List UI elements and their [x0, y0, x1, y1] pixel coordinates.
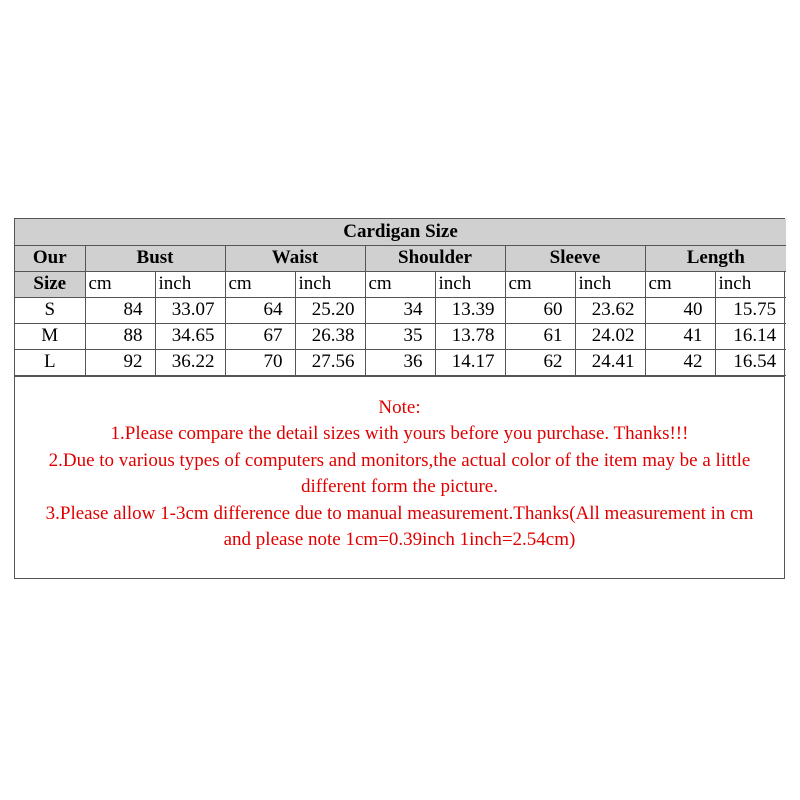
- unit-inch: inch: [155, 271, 225, 297]
- unit-inch: inch: [295, 271, 365, 297]
- size-chart: [14, 218, 785, 579]
- length-cm: 42: [645, 349, 715, 375]
- unit-cm: cm: [505, 271, 575, 297]
- our-size-header-bottom: Size: [15, 271, 85, 297]
- bust-inch: 36.22: [155, 349, 225, 375]
- waist-cm: 64: [225, 297, 295, 323]
- length-cm: 41: [645, 323, 715, 349]
- unit-inch: inch: [575, 271, 645, 297]
- shoulder-inch: 14.17: [435, 349, 505, 375]
- unit-cm: cm: [645, 271, 715, 297]
- sleeve-cm: 62: [505, 349, 575, 375]
- size-label: M: [15, 323, 85, 349]
- notes-heading: Note:: [378, 396, 421, 418]
- our-size-header-top: Our: [15, 245, 85, 271]
- sleeve-cm: 60: [505, 297, 575, 323]
- sleeve-cm: 61: [505, 323, 575, 349]
- length-inch: 15.75: [715, 297, 786, 323]
- group-header-length: Length: [645, 245, 786, 271]
- bust-inch: 33.07: [155, 297, 225, 323]
- bust-cm: 88: [85, 323, 155, 349]
- shoulder-inch: 13.39: [435, 297, 505, 323]
- unit-cm: cm: [85, 271, 155, 297]
- waist-cm: 67: [225, 323, 295, 349]
- bust-inch: 34.65: [155, 323, 225, 349]
- group-header-sleeve: Sleeve: [505, 245, 645, 271]
- note-line: different form the picture.: [301, 476, 498, 497]
- length-inch: 16.14: [715, 323, 786, 349]
- group-header-bust: Bust: [85, 245, 225, 271]
- table-row: [15, 349, 786, 375]
- sleeve-inch: 24.41: [575, 349, 645, 375]
- waist-inch: 26.38: [295, 323, 365, 349]
- title-row: [15, 219, 786, 245]
- unit-header-row: [15, 271, 786, 297]
- note-line: 2.Due to various types of computers and monitors,the actual color of the item may be a little: [48, 449, 751, 471]
- unit-inch: inch: [435, 271, 505, 297]
- note-line: 3.Please allow 1-3cm difference due to manual measurement.Thanks(All measurement in cm: [45, 502, 754, 524]
- length-inch: 16.54: [715, 349, 786, 375]
- notes-block: [15, 376, 784, 578]
- size-label: S: [15, 297, 85, 323]
- note-line: 1.Please compare the detail sizes with yours before you purchase. Thanks!!!: [110, 423, 689, 444]
- bust-cm: 92: [85, 349, 155, 375]
- waist-cm: 70: [225, 349, 295, 375]
- size-label: L: [15, 349, 85, 375]
- sleeve-inch: 24.02: [575, 323, 645, 349]
- shoulder-cm: 34: [365, 297, 435, 323]
- group-header-shoulder: Shoulder: [365, 245, 505, 271]
- unit-cm: cm: [225, 271, 295, 297]
- shoulder-cm: 36: [365, 349, 435, 375]
- bust-cm: 84: [85, 297, 155, 323]
- table-row: [15, 323, 786, 349]
- shoulder-inch: 13.78: [435, 323, 505, 349]
- table-row: [15, 297, 786, 323]
- unit-cm: cm: [365, 271, 435, 297]
- group-header-waist: Waist: [225, 245, 365, 271]
- sleeve-inch: 23.62: [575, 297, 645, 323]
- group-header-row: [15, 245, 786, 271]
- shoulder-cm: 35: [365, 323, 435, 349]
- unit-inch: inch: [715, 271, 786, 297]
- waist-inch: 25.20: [295, 297, 365, 323]
- note-line: and please note 1cm=0.39inch 1inch=2.54cm): [223, 529, 576, 550]
- size-table: [15, 219, 786, 376]
- table-title: Cardigan Size: [15, 219, 786, 245]
- length-cm: 40: [645, 297, 715, 323]
- waist-inch: 27.56: [295, 349, 365, 375]
